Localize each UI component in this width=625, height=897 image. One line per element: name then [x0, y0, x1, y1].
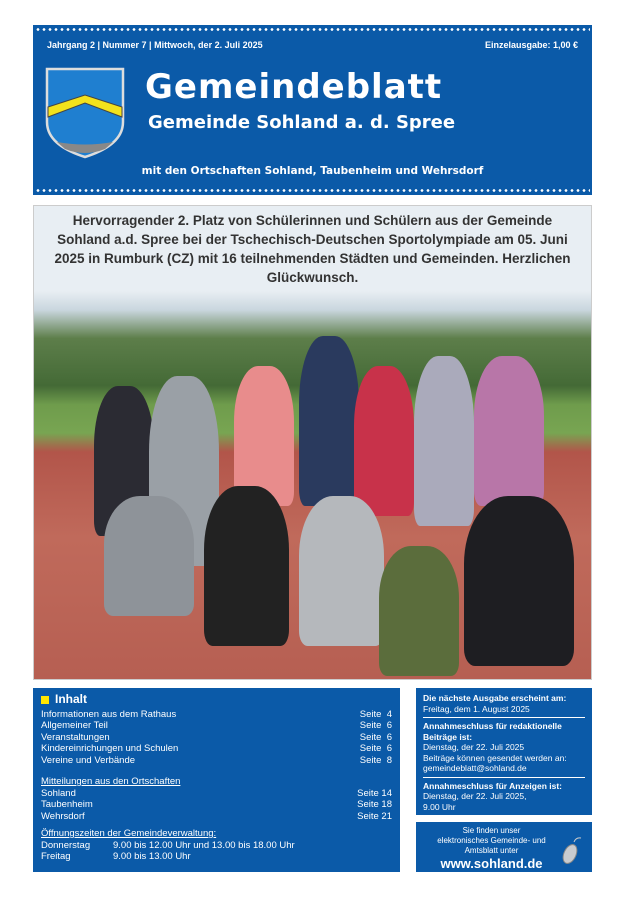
toc-title: Inhalt: [55, 692, 87, 706]
website-box: [416, 822, 592, 872]
toc-label: Kindereinrichungen und Schulen: [41, 743, 179, 754]
toc-page: Seite 6: [359, 731, 392, 743]
person: [379, 546, 459, 676]
next-issue-date: Freitag, dem 1. August 2025: [423, 703, 530, 714]
issue-info: Jahrgang 2 | Nummer 7 | Mittwoch, der 2. Juli 2025: [47, 40, 263, 50]
hours-heading: Öffnungszeiten der Gemeindeverwaltung:: [41, 828, 217, 839]
web-text: Sie finden unser: [462, 826, 521, 835]
toc-item: [41, 732, 392, 744]
toc-item: [41, 811, 392, 823]
toc-label: Allgemeiner Teil: [41, 720, 108, 731]
toc-page: Seite 6: [359, 743, 392, 754]
day: Freitag: [41, 851, 71, 862]
toc-label: Taubenheim: [41, 799, 93, 810]
price: Einzelausgabe: 1,00 €: [484, 40, 578, 50]
person: [474, 356, 544, 506]
dotted-border: [35, 28, 590, 31]
toc-page: Seite 8: [359, 754, 392, 766]
person: [104, 496, 194, 616]
coat-of-arms-icon: [45, 67, 125, 159]
editorial-deadline-heading: Annahmeschluss für redaktionelle Beiträge ist:: [423, 721, 562, 742]
hours-row: [41, 851, 392, 863]
toc-item: [41, 709, 392, 721]
photo-headline: Hervorragender 2. Platz von Schülerinnen und Schülern aus der Gemeinde Sohland a.d. Spree bei der Tschechisch-Deutschen Sportolympiade am 05. Juni 2025 in Rumburk (CZ) mit 16 teilnehmenden Städten und Gemeinden. Herzlichen Glückwunsch.: [54, 213, 571, 285]
person: [464, 496, 574, 666]
website-link[interactable]: www.sohland.de: [440, 856, 543, 871]
email-link[interactable]: gemeindeblatt@sohland.de: [423, 763, 527, 773]
person: [204, 486, 289, 646]
day: Donnerstag: [41, 839, 91, 851]
toc-page: Seite 6: [359, 720, 392, 731]
next-issue-heading: Die nächste Ausgabe erscheint am:: [423, 693, 567, 703]
submission-note: Beiträge können gesendet werden an:: [423, 752, 567, 763]
masthead: [33, 25, 592, 195]
time: 9.00 bis 12.00 Uhr und 13.00 bis 18.00 Uhr: [113, 839, 295, 851]
person: [234, 366, 294, 506]
computer-mouse-icon: [560, 836, 582, 866]
toc-label: Vereine und Verbände: [41, 754, 136, 766]
table-of-contents: [33, 688, 400, 872]
person: [299, 336, 359, 506]
toc-item: [41, 788, 392, 800]
cover-photo: [33, 205, 592, 680]
next-issue-box: [416, 688, 592, 815]
toc-page: Seite 4: [359, 708, 392, 720]
toc-label: Wehrsdorf: [41, 810, 85, 822]
toc-item: [41, 743, 392, 755]
person: [414, 356, 474, 526]
toc-label: Informationen aus dem Rathaus: [41, 708, 177, 720]
ads-deadline: Dienstag, der 22. Juli 2025,: [423, 791, 527, 801]
toc-label: Sohland: [41, 787, 76, 799]
editorial-deadline: Dienstag, der 22. Juli 2025: [423, 742, 525, 752]
toc-page: Seite 18: [357, 799, 392, 810]
person: [354, 366, 414, 516]
web-text: Amtsblatt unter: [464, 846, 519, 855]
toc-item: [41, 755, 392, 767]
newspaper-title: Gemeindeblatt: [145, 67, 443, 107]
ort-heading: Mitteilungen aus den Ortschaften: [41, 776, 181, 787]
toc-item: [41, 720, 392, 732]
newspaper-subtitle: Gemeinde Sohland a. d. Spree: [148, 112, 456, 133]
person: [299, 496, 384, 646]
toc-page: Seite 21: [357, 810, 392, 822]
toc-page: Seite 14: [357, 787, 392, 799]
time: 9.00 bis 13.00 Uhr: [113, 851, 191, 862]
toc-item: [41, 799, 392, 811]
ads-deadline-time: 9.00 Uhr: [423, 801, 456, 812]
toc-label: Veranstaltungen: [41, 731, 110, 743]
hours-row: [41, 840, 392, 852]
bullet-square-icon: [41, 696, 49, 704]
web-text: elektronisches Gemeinde- und: [437, 836, 546, 845]
dotted-border: [35, 189, 590, 192]
ads-deadline-heading: Annahmeschluss für Anzeigen ist:: [423, 780, 563, 791]
ortschaften-line: mit den Ortschaften Sohland, Taubenheim und Wehrsdorf: [141, 165, 484, 177]
